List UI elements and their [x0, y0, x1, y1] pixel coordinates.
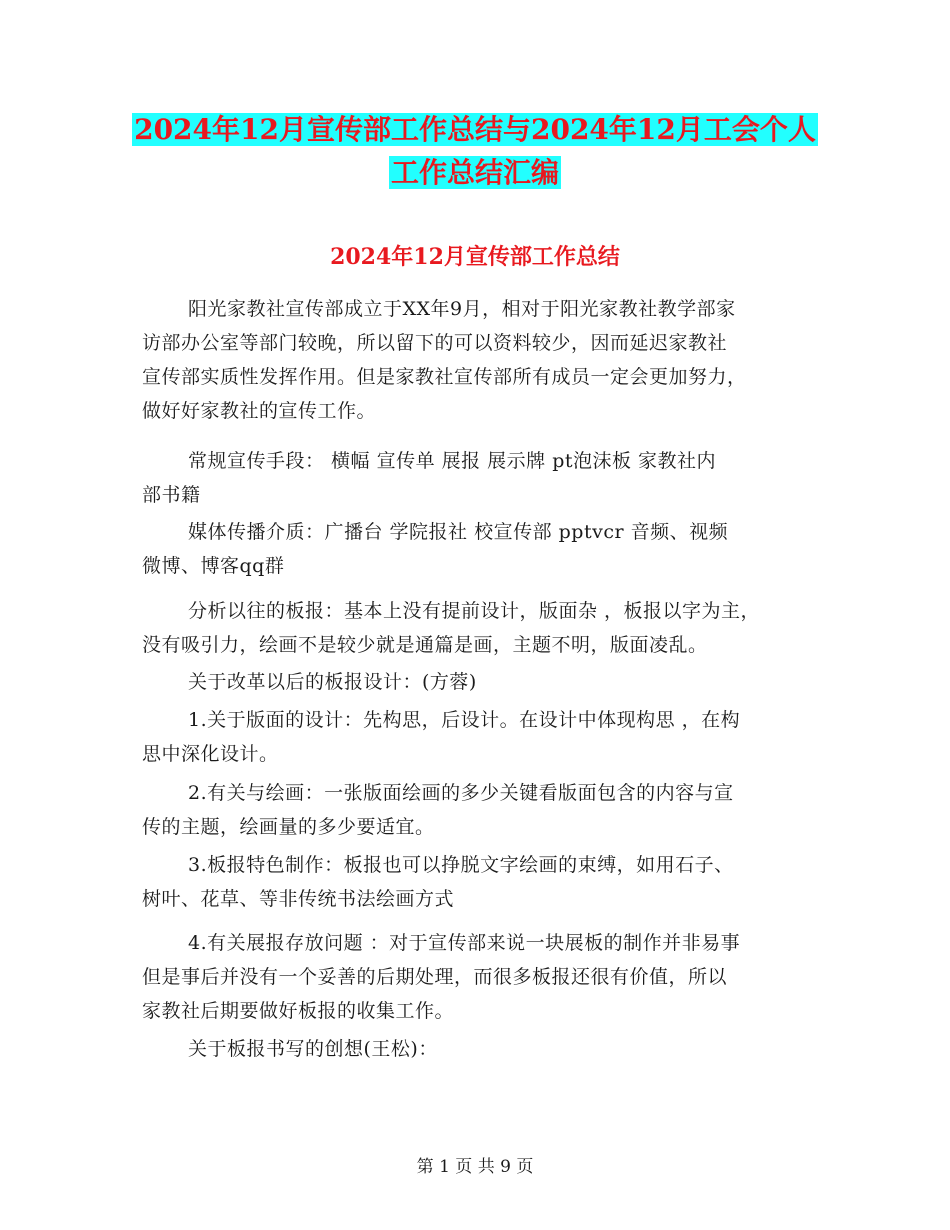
text-line: 传的主题，绘画量的多少要适宜。: [142, 816, 435, 838]
text-line: 3.板报特色制作：板报也可以挣脱文字绘画的束缚，如用石子、: [188, 854, 734, 876]
text-line: 思中深化设计。: [142, 743, 279, 765]
section-title: 2024年12月宣传部工作总结: [330, 244, 620, 270]
text-line: 树叶、花草、等非传统书法绘画方式: [142, 888, 455, 910]
paragraph-item-2: [142, 776, 822, 844]
text-line: 关于改革以后的板报设计：(方蓉): [188, 671, 477, 693]
document-title-line-2: [0, 151, 950, 195]
paragraph-item-4: [142, 926, 822, 1028]
text-line: 微博、博客qq群: [142, 555, 285, 577]
text-line: 分析以往的板报：基本上没有提前设计，版面杂 ，板报以字为主，: [188, 600, 761, 622]
text-line: 媒体传播介质：广播台 学院报社 校宣传部 pptvcr 音频、视频: [188, 521, 729, 543]
title-highlight-1: 2024年12月宣传部工作总结与2024年12月工会个人: [134, 113, 816, 146]
text-line: 部书籍: [142, 484, 201, 506]
text-line: 宣传部实质性发挥作用。但是家教社宣传部所有成员一定会更加努力，: [142, 366, 747, 388]
paragraph-analysis: [142, 594, 822, 662]
text-line: 做好好家教社的宣传工作。: [142, 400, 377, 422]
text-line: 但是事后并没有一个妥善的后期处理，而很多板报还很有价值，所以: [142, 966, 728, 988]
text-line: 没有吸引力，绘画不是较少就是通篇是画，主题不明，版面凌乱。: [142, 634, 708, 656]
paragraph-intro: [142, 292, 822, 428]
text-line: 家教社后期要做好板报的收集工作。: [142, 1000, 455, 1022]
page-footer: 第 1 页 共 9 页: [416, 1157, 534, 1177]
text-line: 1.关于版面的设计：先构思，后设计。在设计中体现构思 ，在构: [188, 709, 741, 731]
paragraph-item-3: [142, 848, 822, 916]
paragraph-reform: [142, 665, 822, 699]
text-line: 常规宣传手段： 横幅 宣传单 展报 展示牌 pt泡沫板 家教社内: [188, 450, 717, 472]
paragraph-media: [142, 515, 822, 583]
text-line: 2.有关与绘画：一张版面绘画的多少关键看版面包含的内容与宣: [188, 782, 734, 804]
paragraph-item-1: [142, 703, 822, 771]
text-line: 4.有关展报存放问题 ：对于宣传部来说一块展板的制作并非易事: [188, 932, 741, 954]
document-title-line-1: [0, 108, 950, 152]
title-highlight-2: 工作总结汇编: [390, 156, 559, 189]
paragraph-writing: [142, 1032, 822, 1066]
text-line: 关于板报书写的创想(王松)：: [188, 1038, 438, 1060]
paragraph-methods: [142, 444, 822, 512]
text-line: 阳光家教社宣传部成立于XX年9月，相对于阳光家教社教学部家: [188, 298, 736, 320]
text-line: 访部办公室等部门较晚，所以留下的可以资料较少，因而延迟家教社: [142, 332, 728, 354]
